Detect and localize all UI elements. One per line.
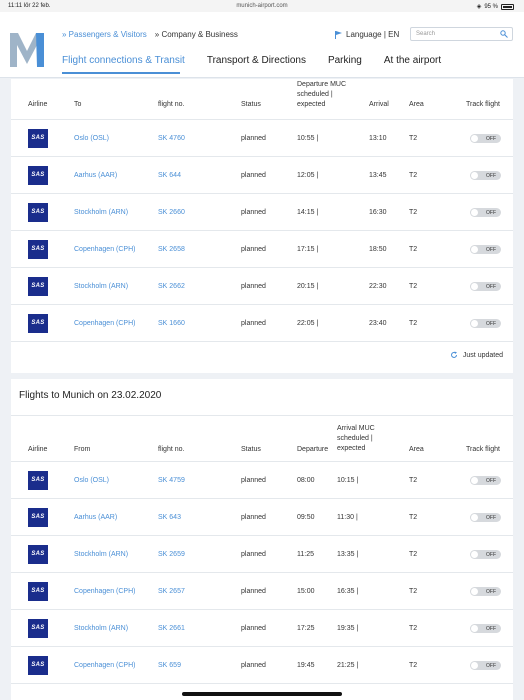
- col-arrival-line3: expected: [337, 445, 366, 452]
- col-departure-line3: expected: [297, 101, 326, 108]
- terminal-area: T2: [409, 625, 418, 632]
- time-a: 20:15 |: [297, 283, 319, 290]
- origin-link[interactable]: Stockholm (ARN): [74, 551, 129, 558]
- airline-logo: SAS: [28, 508, 48, 527]
- flight-row-sk-644[interactable]: [11, 157, 513, 194]
- airline-logo: SAS: [28, 277, 48, 296]
- time-b: 10:15 |: [337, 477, 359, 484]
- airline-logo: SAS: [28, 166, 48, 185]
- flight-row-sk-4760[interactable]: [11, 120, 513, 157]
- toggle-knob: [471, 477, 478, 484]
- col-departure-line1: Departure MUC: [297, 81, 347, 88]
- origin-link[interactable]: Aarhus (AAR): [74, 514, 118, 521]
- time-a: 11:25: [297, 551, 314, 558]
- toggle-knob: [471, 283, 478, 290]
- flight-status: planned: [241, 551, 266, 558]
- home-indicator: [182, 692, 342, 696]
- airline-logo: SAS: [28, 203, 48, 222]
- terminal-area: T2: [409, 283, 418, 290]
- language-label: Language | EN: [346, 30, 400, 39]
- airline-logo: SAS: [28, 656, 48, 675]
- nav-company-business[interactable]: » Company & Business: [154, 30, 238, 39]
- flight-row-sk-2660[interactable]: [11, 194, 513, 231]
- toggle-knob: [471, 588, 478, 595]
- toggle-knob: [471, 551, 478, 558]
- departures-update-status: [450, 351, 503, 359]
- flight-number-link[interactable]: SK 2662: [158, 283, 185, 290]
- status-indicators: [477, 3, 514, 10]
- time-a: 14:15 |: [297, 209, 319, 216]
- site-header: [0, 12, 524, 78]
- time-b: 18:50: [369, 246, 387, 253]
- toggle-label: OFF: [486, 173, 496, 179]
- col-status: Status: [241, 101, 261, 108]
- toggle-knob: [471, 209, 478, 216]
- munich-airport-logo[interactable]: [10, 31, 44, 67]
- toggle-label: OFF: [486, 552, 496, 558]
- terminal-area: T2: [409, 209, 418, 216]
- time-b: 13:10: [369, 135, 387, 142]
- flight-number-link[interactable]: SK 2659: [158, 551, 185, 558]
- airline-logo: SAS: [28, 240, 48, 259]
- col-arrival-line1: Arrival MUC: [337, 425, 375, 432]
- toggle-knob: [471, 662, 478, 669]
- col-departure: [297, 80, 346, 110]
- track-flight-toggle[interactable]: [470, 476, 501, 485]
- airline-logo: SAS: [28, 619, 48, 638]
- flight-status: planned: [241, 514, 266, 521]
- battery-icon: [501, 4, 514, 10]
- flight-number-link[interactable]: SK 659: [158, 662, 181, 669]
- track-flight-toggle[interactable]: [470, 513, 501, 522]
- nav-flight-connections[interactable]: Flight connections & Transit: [62, 55, 185, 66]
- flight-status: planned: [241, 320, 266, 327]
- flight-number-link[interactable]: SK 644: [158, 172, 181, 179]
- track-flight-toggle[interactable]: [470, 550, 501, 559]
- flight-row-sk-2657[interactable]: [11, 573, 513, 610]
- language-selector[interactable]: [335, 30, 399, 39]
- origin-link[interactable]: Oslo (OSL): [74, 477, 110, 484]
- battery-level: 95 %: [484, 3, 498, 10]
- airline-logo: SAS: [28, 129, 48, 148]
- time-a: 15:00: [297, 588, 315, 595]
- destination-link[interactable]: Aarhus (AAR): [74, 172, 118, 179]
- col-flight-no: flight no.: [158, 446, 185, 453]
- col-area: Area: [409, 446, 424, 453]
- terminal-area: T2: [409, 246, 418, 253]
- col-arrival: Arrival: [369, 101, 389, 108]
- col-area: Area: [409, 101, 424, 108]
- time-b: 22:30: [369, 283, 387, 290]
- flight-row-sk-1660[interactable]: [11, 305, 513, 342]
- col-arrival-muc: [337, 424, 375, 454]
- track-flight-toggle[interactable]: [470, 319, 501, 328]
- track-flight-toggle[interactable]: [470, 624, 501, 633]
- col-status: Status: [241, 446, 261, 453]
- toggle-knob: [471, 625, 478, 632]
- flight-status: planned: [241, 625, 266, 632]
- nav-parking[interactable]: Parking: [327, 55, 362, 66]
- terminal-area: T2: [409, 135, 418, 142]
- flight-status: planned: [241, 588, 266, 595]
- main-navigation: [62, 55, 441, 66]
- destination-link[interactable]: Copenhagen (CPH): [74, 320, 136, 327]
- time-a: 10:55 |: [297, 135, 319, 142]
- origin-link[interactable]: Copenhagen (CPH): [74, 588, 136, 595]
- terminal-area: T2: [409, 662, 418, 669]
- toggle-knob: [471, 172, 478, 179]
- search-placeholder: Search: [416, 31, 436, 37]
- time-b: 16:35 |: [337, 588, 359, 595]
- toggle-knob: [471, 135, 478, 142]
- time-a: 09:50: [297, 514, 315, 521]
- destination-link[interactable]: Stockholm (ARN): [74, 209, 129, 216]
- flag-icon: [335, 31, 342, 39]
- time-b: 19:35 |: [337, 625, 359, 632]
- airline-logo: SAS: [28, 314, 48, 333]
- time-b: 13:35 |: [337, 551, 359, 558]
- wifi-icon: ◈: [476, 4, 482, 10]
- nav-at-the-airport[interactable]: At the airport: [383, 55, 442, 66]
- flight-row-sk-2658[interactable]: [11, 231, 513, 268]
- time-a: 19:45: [297, 662, 315, 669]
- flight-number-link[interactable]: SK 2658: [158, 246, 185, 253]
- flight-status: planned: [241, 662, 266, 669]
- arrivals-title: Flights to Munich on 23.02.2020: [19, 390, 162, 401]
- time-a: 22:05 |: [297, 320, 319, 327]
- time-a: 17:25: [297, 625, 315, 632]
- search-icon[interactable]: [500, 30, 508, 38]
- flight-row-sk-2661[interactable]: [11, 610, 513, 647]
- flight-number-link[interactable]: SK 2661: [158, 625, 185, 632]
- flight-number-link[interactable]: SK 4760: [158, 135, 185, 142]
- col-from: From: [74, 446, 91, 453]
- terminal-area: T2: [409, 320, 418, 327]
- airline-logo: SAS: [28, 582, 48, 601]
- time-a: 08:00: [297, 477, 315, 484]
- nav-company-label: Company & Business: [161, 30, 238, 39]
- time-a: 12:05 |: [297, 172, 319, 179]
- toggle-label: OFF: [486, 589, 496, 595]
- track-flight-toggle[interactable]: [470, 134, 501, 143]
- search-input[interactable]: [410, 27, 513, 41]
- departures-card: [11, 79, 513, 373]
- flight-status: planned: [241, 283, 266, 290]
- status-bar: [0, 0, 524, 12]
- terminal-area: T2: [409, 477, 418, 484]
- clock: 11:11 lör 22 feb.: [8, 3, 51, 9]
- departures-table-header: [11, 79, 513, 120]
- nav-passengers-visitors[interactable]: » Passengers & Visitors: [62, 30, 147, 39]
- terminal-area: T2: [409, 514, 418, 521]
- toggle-label: OFF: [486, 515, 496, 521]
- terminal-area: T2: [409, 588, 418, 595]
- address-bar[interactable]: munich-airport.com: [236, 3, 288, 9]
- flight-status: planned: [241, 172, 266, 179]
- flight-number-link[interactable]: SK 2657: [158, 588, 185, 595]
- toggle-knob: [471, 514, 478, 521]
- flight-status: planned: [241, 246, 266, 253]
- toggle-label: OFF: [486, 478, 496, 484]
- refresh-icon[interactable]: [450, 351, 458, 359]
- arrivals-table-header: [11, 415, 513, 462]
- airline-logo: SAS: [28, 471, 48, 490]
- time-b: 16:30: [369, 209, 387, 216]
- track-flight-toggle[interactable]: [470, 661, 501, 670]
- toggle-knob: [471, 246, 478, 253]
- time-b: 21:25 |: [337, 662, 359, 669]
- track-flight-toggle[interactable]: [470, 171, 501, 180]
- toggle-label: OFF: [486, 136, 496, 142]
- flight-row-sk-2659[interactable]: [11, 536, 513, 573]
- col-airline: Airline: [28, 446, 48, 453]
- time-a: 17:15 |: [297, 246, 319, 253]
- flight-status: planned: [241, 135, 266, 142]
- flight-number-link[interactable]: SK 4759: [158, 477, 185, 484]
- flight-row-sk-4759[interactable]: [11, 462, 513, 499]
- flight-row-sk-2662[interactable]: [11, 268, 513, 305]
- destination-link[interactable]: Stockholm (ARN): [74, 283, 129, 290]
- time-b: 13:45: [369, 172, 387, 179]
- toggle-label: OFF: [486, 247, 496, 253]
- col-arrival-line2: scheduled |: [337, 435, 373, 442]
- origin-link[interactable]: Copenhagen (CPH): [74, 662, 136, 669]
- toggle-label: OFF: [486, 663, 496, 669]
- col-track-flight: Track flight: [466, 101, 500, 108]
- track-flight-toggle[interactable]: [470, 245, 501, 254]
- terminal-area: T2: [409, 172, 418, 179]
- destination-link[interactable]: Oslo (OSL): [74, 135, 110, 142]
- flight-number-link[interactable]: SK 643: [158, 514, 181, 521]
- track-flight-toggle[interactable]: [470, 587, 501, 596]
- just-updated-label: Just updated: [462, 351, 503, 359]
- flight-status: planned: [241, 477, 266, 484]
- toggle-label: OFF: [486, 210, 496, 216]
- col-departure-line2: scheduled |: [297, 91, 333, 98]
- time-b: 23:40: [369, 320, 387, 327]
- toggle-knob: [471, 320, 478, 327]
- nav-transport-directions[interactable]: Transport & Directions: [206, 55, 306, 66]
- toggle-label: OFF: [486, 284, 496, 290]
- origin-link[interactable]: Stockholm (ARN): [74, 625, 129, 632]
- flight-number-link[interactable]: SK 1660: [158, 320, 185, 327]
- flight-row-sk-659[interactable]: [11, 647, 513, 684]
- track-flight-toggle[interactable]: [470, 282, 501, 291]
- flight-status: planned: [241, 209, 266, 216]
- col-track-flight: Track flight: [466, 446, 500, 453]
- time-b: 11:30 |: [337, 514, 358, 521]
- airline-logo: SAS: [28, 545, 48, 564]
- flight-row-sk-643[interactable]: [11, 499, 513, 536]
- top-navigation: [62, 30, 238, 39]
- toggle-label: OFF: [486, 626, 496, 632]
- col-airline: Airline: [28, 101, 48, 108]
- col-to: To: [74, 101, 82, 108]
- flight-number-link[interactable]: SK 2660: [158, 209, 185, 216]
- col-flight-no: flight no.: [158, 101, 185, 108]
- nav-passengers-label: Passengers & Visitors: [68, 30, 147, 39]
- track-flight-toggle[interactable]: [470, 208, 501, 217]
- toggle-label: OFF: [486, 321, 496, 327]
- destination-link[interactable]: Copenhagen (CPH): [74, 246, 136, 253]
- col-departure: Departure: [297, 446, 329, 453]
- arrivals-card: [11, 379, 513, 700]
- terminal-area: T2: [409, 551, 418, 558]
- active-nav-underline: [62, 72, 180, 74]
